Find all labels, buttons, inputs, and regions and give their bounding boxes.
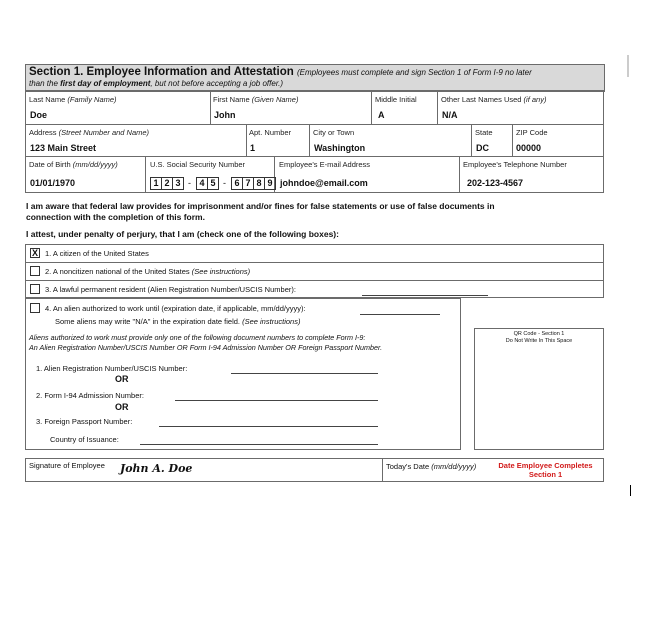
ssn-digit-9[interactable]: 9 — [264, 177, 276, 190]
alien-number-label: 1. Alien Registration Number/USCIS Number: — [36, 364, 188, 373]
phone-label: Employee's Telephone Number — [463, 160, 567, 169]
section-subtitle-line2: than the first day of employment, but not before accepting a job offer.) — [29, 79, 284, 88]
qr-code-title: QR Code - Section 1 — [513, 331, 565, 337]
dob-field[interactable]: 01/01/1970 — [30, 178, 76, 188]
email-field[interactable]: johndoe@email.com — [280, 178, 368, 188]
city-label: City or Town — [313, 128, 355, 137]
address-label: Address (Street Number and Name) — [29, 128, 150, 137]
todays-date-label: Today's Date (mm/dd/yyyy) — [386, 462, 477, 471]
first-name-field[interactable]: John — [214, 110, 236, 120]
date-completed-field[interactable]: Date Employee Completes Section 1 — [498, 461, 593, 479]
address-field[interactable]: 123 Main Street — [30, 143, 97, 153]
ssn-digit-2[interactable]: 2 — [161, 177, 173, 190]
country-of-issuance-input[interactable] — [140, 444, 378, 445]
passport-number-input[interactable] — [159, 426, 378, 427]
other-names-field[interactable]: N/A — [442, 110, 458, 120]
permanent-resident-checkbox[interactable] — [30, 284, 40, 294]
city-field[interactable]: Washington — [314, 143, 366, 153]
permanent-resident-label: 3. A lawful permanent resident (Alien Registration Number/USCIS Number): — [45, 285, 296, 294]
dob-label: Date of Birth (mm/dd/yyyy) — [29, 160, 118, 169]
alien-registration-input[interactable] — [362, 295, 488, 296]
ssn-digit-3[interactable]: 3 — [172, 177, 184, 190]
qr-code-box — [474, 328, 604, 450]
country-of-issuance-label: Country of Issuance: — [50, 435, 119, 444]
alien-number-input[interactable] — [231, 373, 378, 374]
qr-code-note: Do Not Write In This Space — [505, 338, 573, 344]
ssn-dash-1: - — [188, 178, 191, 188]
citizen-option-label: 1. A citizen of the United States — [45, 249, 149, 258]
zip-field[interactable]: 00000 — [516, 143, 542, 153]
apt-label: Apt. Number — [249, 128, 292, 137]
ssn-label: U.S. Social Security Number — [150, 160, 246, 169]
employee-signature[interactable]: John A. Doe — [120, 462, 193, 475]
penalty-warning-line1: I am aware that federal law provides for imprisonment and/or fines for false statements or use of false documents in — [26, 201, 495, 211]
noncitizen-national-label: 2. A noncitizen national of the United States (See instructions) — [45, 267, 251, 276]
or-separator-2: OR — [115, 402, 129, 412]
i94-number-input[interactable] — [175, 400, 378, 401]
ssn-dash-2: - — [223, 178, 226, 188]
i94-number-label: 2. Form I-94 Admission Number: — [36, 391, 144, 400]
citizen-checkbox[interactable]: X — [31, 248, 38, 258]
state-field[interactable]: DC — [476, 143, 489, 153]
ssn-digit-8[interactable]: 8 — [253, 177, 265, 190]
ssn-digit-4[interactable]: 4 — [196, 177, 208, 190]
signature-label: Signature of Employee — [29, 461, 105, 470]
email-label: Employee's E-mail Address — [279, 160, 371, 169]
phone-field[interactable]: 202-123-4567 — [467, 178, 524, 188]
section-subtitle: (Employees must complete and sign Section 1 of Form I-9 no later — [296, 68, 532, 77]
ssn-digit-6[interactable]: 6 — [231, 177, 243, 190]
first-name-label: First Name (Given Name) — [213, 95, 299, 104]
section-title-line — [29, 66, 532, 78]
ssn-digit-5[interactable]: 5 — [207, 177, 219, 190]
alien-authorized-label: 4. An alien authorized to work until (expiration date, if applicable, mm/dd/yyyy): — [45, 304, 306, 313]
section-title: Section 1. Employee Information and Attestation — [29, 66, 294, 78]
noncitizen-national-checkbox[interactable] — [30, 266, 40, 276]
alien-instructions-2: An Alien Registration Number/USCIS Number OR Form I-94 Admission Number OR Foreign Passport Number. — [29, 343, 383, 352]
penalty-warning-line2: connection with the completion of this form. — [26, 212, 205, 222]
last-name-field[interactable]: Doe — [30, 110, 48, 120]
middle-initial-label: Middle Initial — [375, 95, 417, 104]
section-header — [25, 64, 605, 92]
alien-instructions-1: Aliens authorized to work must provide only one of the following document numbers to complete Form I-9: — [29, 333, 366, 342]
attestation-statement: I attest, under penalty of perjury, that I am (check one of the following boxes): — [26, 229, 339, 239]
last-name-label: Last Name (Family Name) — [29, 95, 117, 104]
or-separator-1: OR — [115, 374, 129, 384]
zip-label: ZIP Code — [516, 128, 548, 137]
scrollbar-marker — [627, 55, 629, 77]
expiration-date-input[interactable] — [360, 314, 440, 315]
alien-note: Some aliens may write "N/A" in the expiration date field. (See instructions) — [55, 317, 301, 326]
passport-number-label: 3. Foreign Passport Number: — [36, 417, 133, 426]
other-names-label: Other Last Names Used (if any) — [441, 95, 547, 104]
state-label: State — [475, 128, 493, 137]
alien-authorized-checkbox[interactable] — [30, 303, 40, 313]
ssn-digit-1[interactable]: 1 — [150, 177, 162, 190]
apt-field[interactable]: 1 — [250, 143, 256, 153]
text-cursor — [630, 485, 631, 496]
ssn-digit-7[interactable]: 7 — [242, 177, 254, 190]
middle-initial-field[interactable]: A — [378, 110, 385, 120]
